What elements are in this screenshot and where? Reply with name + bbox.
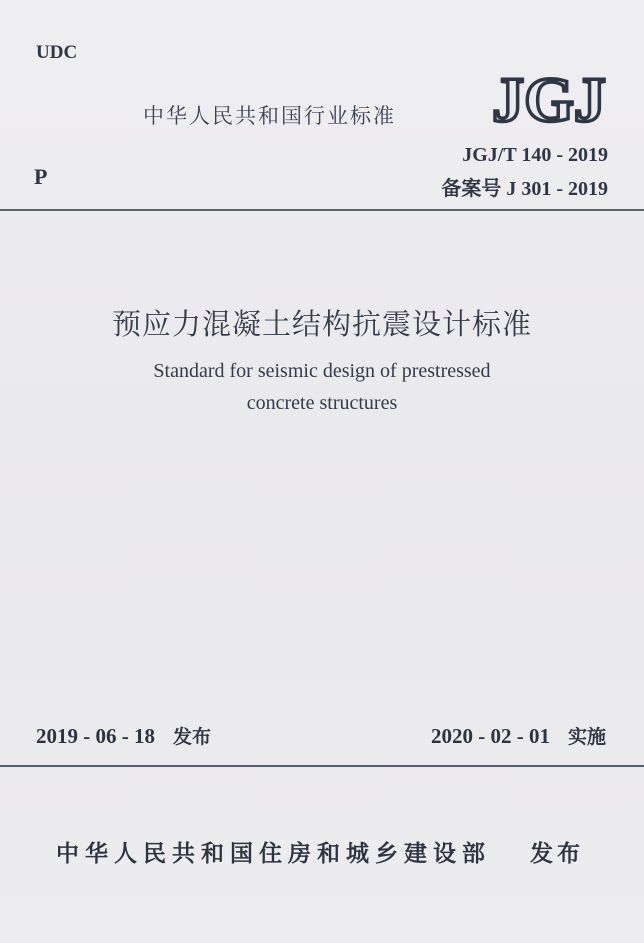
bottom-divider	[0, 765, 644, 767]
jgj-logo-text: JGJ	[492, 66, 606, 130]
standard-number: JGJ/T 140 - 2019	[462, 144, 608, 166]
jgj-logo	[488, 66, 610, 130]
implement-label: 实施	[567, 726, 606, 748]
title-english-line1: Standard for seismic design of prestressed	[153, 360, 491, 382]
industry-standard-heading: 中华人民共和国行业标准	[143, 104, 396, 128]
title-english	[0, 355, 644, 419]
title-chinese: 预应力混凝土结构抗震设计标准	[111, 307, 532, 341]
implement-date-block	[431, 722, 606, 749]
release-label: 发布	[173, 726, 212, 748]
implement-date: 2020 - 02 - 01	[430, 724, 550, 748]
release-date-block	[36, 722, 211, 749]
udc-label: UDC	[36, 42, 78, 63]
record-number: 备案号 J 301 - 2019	[441, 178, 608, 200]
top-divider	[0, 209, 644, 211]
release-date: 2019 - 06 - 18	[36, 724, 155, 748]
publisher-name: 中华人民共和国住房和城乡建设部	[56, 841, 491, 867]
classification-code: P	[34, 164, 48, 189]
title-english-line2: concrete structures	[246, 392, 398, 414]
publisher-action: 发布	[530, 841, 584, 867]
